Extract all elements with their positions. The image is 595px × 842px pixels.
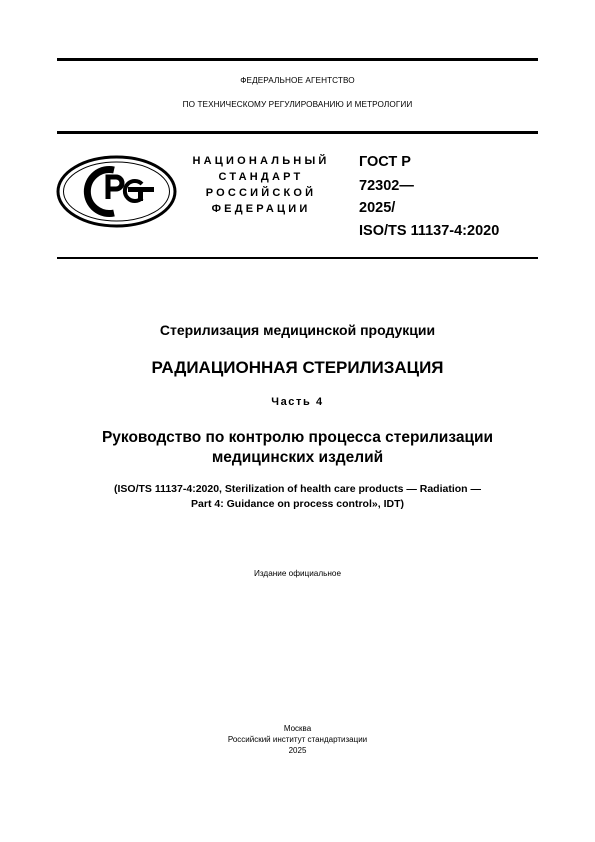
iso-ref-line-1: (ISO/TS 11137-4:2020, Sterilization of health care products — Radiation — bbox=[113, 483, 482, 495]
subtitle bbox=[0, 428, 595, 468]
gost-designation bbox=[359, 153, 499, 241]
imprint bbox=[0, 723, 595, 756]
title-line-2: РАДИАЦИОННАЯ СТЕРИЛИЗАЦИЯ bbox=[151, 358, 444, 377]
gost-line-1: ГОСТ Р bbox=[359, 154, 411, 170]
gost-r-emblem-icon bbox=[56, 155, 177, 228]
gost-line-2: 72302— bbox=[359, 177, 414, 194]
top-rule bbox=[57, 58, 538, 61]
iso-reference bbox=[0, 482, 595, 512]
bottom-rule bbox=[57, 257, 538, 259]
gost-line-4: ISO/TS 11137-4:2020 bbox=[359, 222, 500, 239]
iso-ref-line-2: Part 4: Guidance on process control», IDT) bbox=[191, 498, 404, 510]
title-line-1: Стерилизация медицинской продукции bbox=[159, 322, 436, 338]
national-standard-label bbox=[176, 153, 346, 217]
national-line-2: СТАНДАРТ bbox=[218, 171, 304, 183]
part-label: Часть 4 bbox=[271, 396, 324, 408]
national-line-4: ФЕДЕРАЦИИ bbox=[211, 203, 311, 215]
agency-line-1: ФЕДЕРАЛЬНОЕ АГЕНТСТВО bbox=[240, 76, 355, 85]
agency-line-2: ПО ТЕХНИЧЕСКОМУ РЕГУЛИРОВАНИЮ И МЕТРОЛОГИИ bbox=[182, 100, 413, 109]
national-line-1: НАЦИОНАЛЬНЫЙ bbox=[192, 155, 330, 167]
subtitle-line-2: медицинских изделий bbox=[211, 449, 384, 466]
imprint-institute: Российский институт стандартизации bbox=[227, 735, 368, 744]
imprint-year: 2025 bbox=[288, 746, 307, 755]
subtitle-line-1: Руководство по контролю процесса стерилизации bbox=[101, 429, 494, 446]
edition-label: Издание официальное bbox=[253, 569, 342, 578]
national-line-3: РОССИЙСКОЙ bbox=[205, 187, 317, 199]
gost-line-3: 2025/ bbox=[359, 200, 396, 216]
middle-rule bbox=[57, 131, 538, 134]
imprint-city: Москва bbox=[283, 724, 312, 733]
